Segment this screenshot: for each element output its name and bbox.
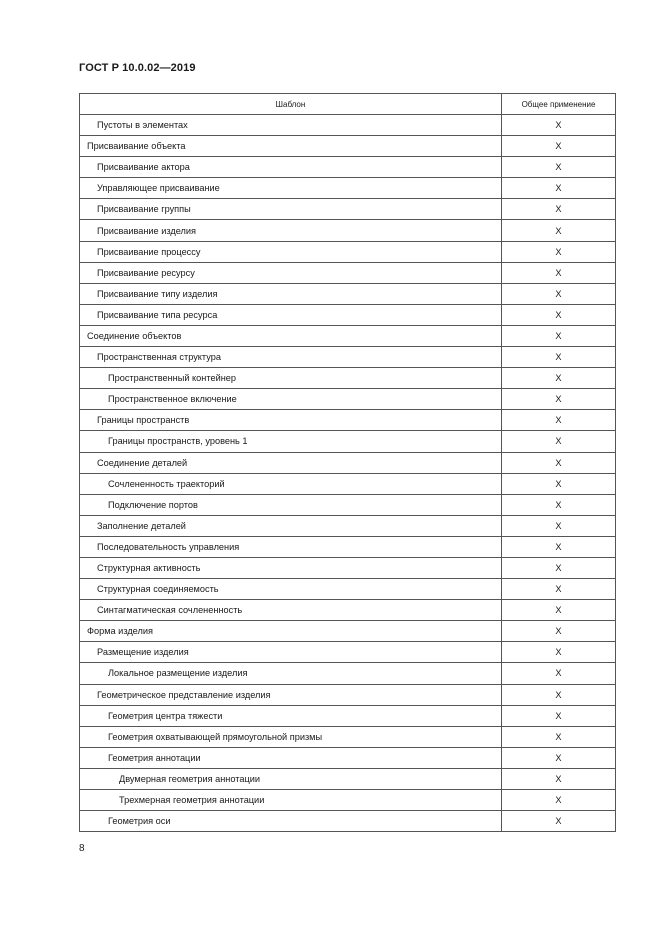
- general-use-mark-cell: X: [502, 473, 616, 494]
- template-name-cell: Управляющее присваивание: [80, 178, 502, 199]
- column-header-template: Шаблон: [80, 94, 502, 115]
- template-name-cell: Присваивание типу изделия: [80, 283, 502, 304]
- template-name-cell: Подключение портов: [80, 494, 502, 515]
- template-name-cell: Пространственное включение: [80, 389, 502, 410]
- general-use-mark-cell: X: [502, 621, 616, 642]
- table-row: [80, 473, 616, 494]
- template-name-cell: Геометрия оси: [80, 811, 502, 832]
- general-use-mark-cell: X: [502, 811, 616, 832]
- document-id-header: ГОСТ Р 10.0.02—2019: [79, 62, 196, 74]
- general-use-mark-cell: X: [502, 452, 616, 473]
- general-use-mark-cell: X: [502, 325, 616, 346]
- general-use-mark-cell: X: [502, 600, 616, 621]
- template-name-cell: Заполнение деталей: [80, 515, 502, 536]
- table-row: [80, 389, 616, 410]
- template-name-cell: Пространственная структура: [80, 347, 502, 368]
- table-row: [80, 663, 616, 684]
- table-row: [80, 368, 616, 389]
- table-row: [80, 136, 616, 157]
- template-name-cell: Геометрия охватывающей прямоугольной призмы: [80, 726, 502, 747]
- general-use-mark-cell: X: [502, 304, 616, 325]
- table-header-row: [80, 94, 616, 115]
- general-use-mark-cell: X: [502, 705, 616, 726]
- table-row: [80, 220, 616, 241]
- template-name-cell: Присваивание изделия: [80, 220, 502, 241]
- table-row: [80, 431, 616, 452]
- table-row: [80, 768, 616, 789]
- table-row: [80, 410, 616, 431]
- general-use-mark-cell: X: [502, 747, 616, 768]
- template-name-cell: Структурная активность: [80, 557, 502, 578]
- template-name-cell: Геометрия центра тяжести: [80, 705, 502, 726]
- template-name-cell: Размещение изделия: [80, 642, 502, 663]
- general-use-mark-cell: X: [502, 663, 616, 684]
- template-name-cell: Присваивание группы: [80, 199, 502, 220]
- table-row: [80, 115, 616, 136]
- general-use-mark-cell: X: [502, 199, 616, 220]
- template-name-cell: Последовательность управления: [80, 536, 502, 557]
- template-name-cell: Трехмерная геометрия аннотации: [80, 790, 502, 811]
- template-name-cell: Пространственный контейнер: [80, 368, 502, 389]
- template-name-cell: Соединение объектов: [80, 325, 502, 346]
- table-row: [80, 642, 616, 663]
- table-row: [80, 621, 616, 642]
- template-usage-table: [79, 93, 616, 832]
- template-name-cell: Границы пространств: [80, 410, 502, 431]
- table-row: [80, 747, 616, 768]
- table-row: [80, 684, 616, 705]
- general-use-mark-cell: X: [502, 431, 616, 452]
- table-row: [80, 579, 616, 600]
- template-name-cell: Локальное размещение изделия: [80, 663, 502, 684]
- template-name-cell: Присваивание актора: [80, 157, 502, 178]
- template-name-cell: Геометрическое представление изделия: [80, 684, 502, 705]
- table-row: [80, 199, 616, 220]
- general-use-mark-cell: X: [502, 515, 616, 536]
- table-row: [80, 536, 616, 557]
- general-use-mark-cell: X: [502, 684, 616, 705]
- general-use-mark-cell: X: [502, 368, 616, 389]
- template-name-cell: Пустоты в элементах: [80, 115, 502, 136]
- general-use-mark-cell: X: [502, 220, 616, 241]
- table-row: [80, 515, 616, 536]
- template-name-cell: Сочлененность траекторий: [80, 473, 502, 494]
- general-use-mark-cell: X: [502, 557, 616, 578]
- table-row: [80, 811, 616, 832]
- template-name-cell: Границы пространств, уровень 1: [80, 431, 502, 452]
- table-row: [80, 557, 616, 578]
- general-use-mark-cell: X: [502, 494, 616, 515]
- general-use-mark-cell: X: [502, 389, 616, 410]
- template-name-cell: Присваивание типа ресурса: [80, 304, 502, 325]
- general-use-mark-cell: X: [502, 136, 616, 157]
- table-row: [80, 790, 616, 811]
- table-row: [80, 600, 616, 621]
- general-use-mark-cell: X: [502, 579, 616, 600]
- template-name-cell: Двумерная геометрия аннотации: [80, 768, 502, 789]
- page-number: 8: [79, 843, 85, 854]
- general-use-mark-cell: X: [502, 262, 616, 283]
- general-use-mark-cell: X: [502, 178, 616, 199]
- general-use-mark-cell: X: [502, 157, 616, 178]
- general-use-mark-cell: X: [502, 283, 616, 304]
- general-use-mark-cell: X: [502, 241, 616, 262]
- table-row: [80, 304, 616, 325]
- table-row: [80, 241, 616, 262]
- table-row: [80, 347, 616, 368]
- table-body: [80, 115, 616, 832]
- template-name-cell: Синтагматическая сочлененность: [80, 600, 502, 621]
- template-name-cell: Присваивание объекта: [80, 136, 502, 157]
- general-use-mark-cell: X: [502, 536, 616, 557]
- template-name-cell: Присваивание процессу: [80, 241, 502, 262]
- table-row: [80, 178, 616, 199]
- table-row: [80, 726, 616, 747]
- template-name-cell: Структурная соединяемость: [80, 579, 502, 600]
- table-row: [80, 494, 616, 515]
- general-use-mark-cell: X: [502, 790, 616, 811]
- column-header-general-use: Общее применение: [502, 94, 616, 115]
- table-row: [80, 262, 616, 283]
- template-name-cell: Форма изделия: [80, 621, 502, 642]
- table-row: [80, 157, 616, 178]
- table-row: [80, 452, 616, 473]
- table-row: [80, 325, 616, 346]
- general-use-mark-cell: X: [502, 726, 616, 747]
- table-row: [80, 283, 616, 304]
- table-row: [80, 705, 616, 726]
- general-use-mark-cell: X: [502, 642, 616, 663]
- template-name-cell: Присваивание ресурсу: [80, 262, 502, 283]
- general-use-mark-cell: X: [502, 768, 616, 789]
- general-use-mark-cell: X: [502, 410, 616, 431]
- template-name-cell: Геометрия аннотации: [80, 747, 502, 768]
- template-name-cell: Соединение деталей: [80, 452, 502, 473]
- general-use-mark-cell: X: [502, 115, 616, 136]
- general-use-mark-cell: X: [502, 347, 616, 368]
